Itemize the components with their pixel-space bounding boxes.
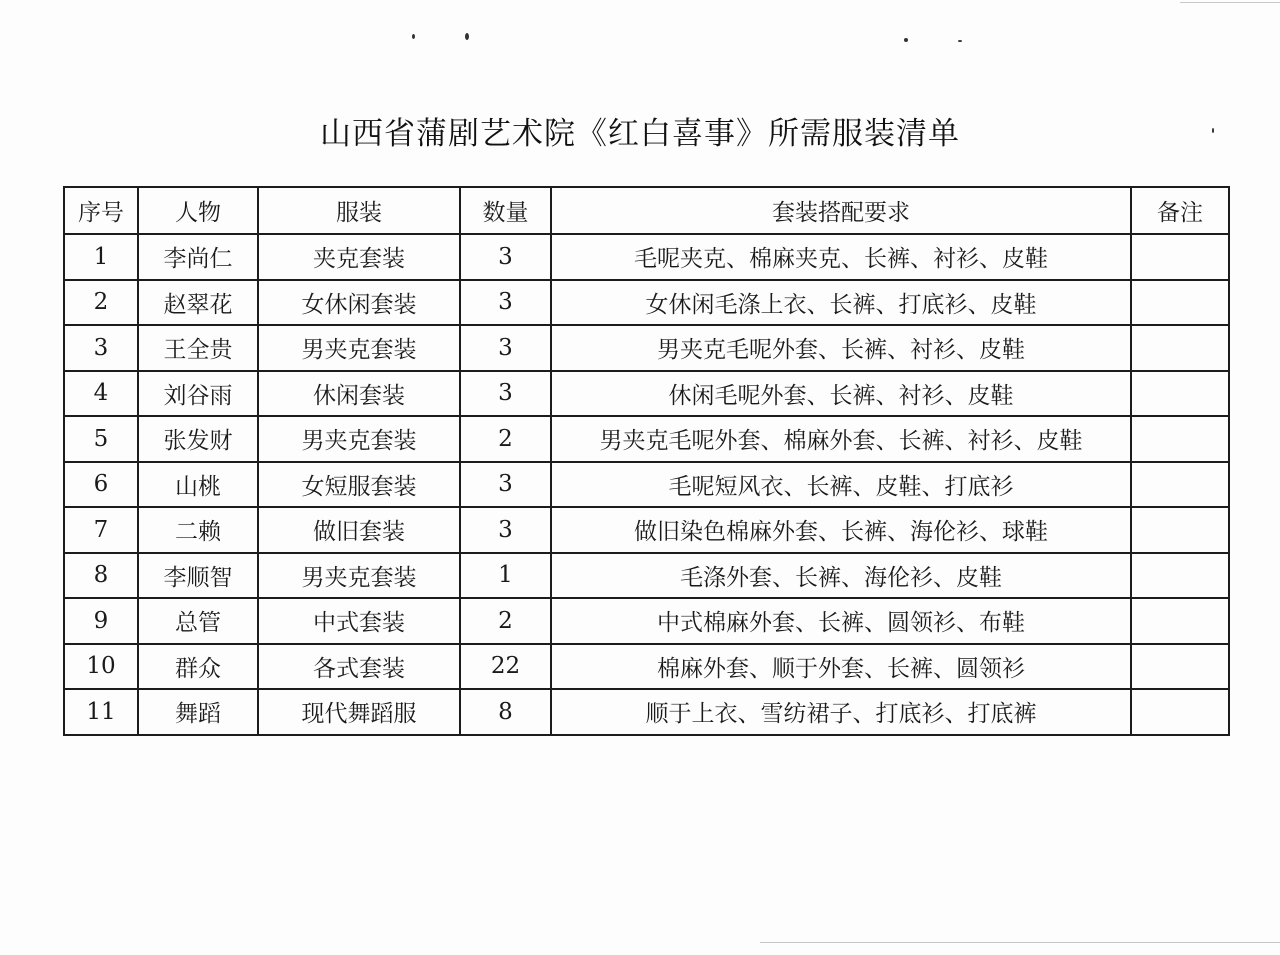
cell-quantity: 1 — [460, 553, 551, 599]
cell-quantity: 22 — [460, 644, 551, 690]
document-title: 山西省蒲剧艺术院《红白喜事》所需服装清单 — [320, 116, 960, 152]
cell-requirements: 顺于上衣、雪纺裙子、打底衫、打底裤 — [551, 689, 1131, 735]
cell-notes — [1131, 507, 1229, 553]
cell-quantity: 3 — [460, 280, 551, 326]
cell-requirements: 男夹克毛呢外套、长裤、衬衫、皮鞋 — [551, 325, 1131, 371]
cell-notes — [1131, 644, 1229, 690]
scan-speck — [412, 34, 415, 39]
cell-quantity: 3 — [460, 462, 551, 508]
cell-costume: 男夹克套装 — [258, 553, 460, 599]
header-requirements: 套装搭配要求 — [551, 187, 1131, 234]
cell-requirements: 棉麻外套、顺于外套、长裤、圆领衫 — [551, 644, 1131, 690]
cell-number: 2 — [64, 280, 138, 326]
cell-role: 二赖 — [138, 507, 258, 553]
table-row — [64, 689, 1229, 735]
table-row — [64, 644, 1229, 690]
cell-number: 7 — [64, 507, 138, 553]
cell-quantity: 3 — [460, 325, 551, 371]
table-row — [64, 234, 1229, 280]
cell-number: 3 — [64, 325, 138, 371]
cell-quantity: 3 — [460, 234, 551, 280]
cell-notes — [1131, 325, 1229, 371]
header-notes: 备注 — [1131, 187, 1229, 234]
table-row — [64, 371, 1229, 417]
cell-quantity: 8 — [460, 689, 551, 735]
scan-speck — [958, 40, 962, 42]
cell-notes — [1131, 234, 1229, 280]
cell-role: 舞蹈 — [138, 689, 258, 735]
cell-costume: 现代舞蹈服 — [258, 689, 460, 735]
cell-role: 王全贵 — [138, 325, 258, 371]
table-row — [64, 598, 1229, 644]
cell-number: 11 — [64, 689, 138, 735]
cell-costume: 做旧套装 — [258, 507, 460, 553]
scan-edge-line — [760, 942, 1280, 943]
cell-role: 李顺智 — [138, 553, 258, 599]
cell-number: 5 — [64, 416, 138, 462]
header-quantity: 数量 — [460, 187, 551, 234]
cell-costume: 男夹克套装 — [258, 325, 460, 371]
cell-role: 群众 — [138, 644, 258, 690]
cell-notes — [1131, 416, 1229, 462]
cell-number: 1 — [64, 234, 138, 280]
cell-costume: 各式套装 — [258, 644, 460, 690]
table-row — [64, 553, 1229, 599]
cell-notes — [1131, 553, 1229, 599]
cell-costume: 休闲套装 — [258, 371, 460, 417]
table-header-row — [64, 187, 1229, 234]
cell-role: 李尚仁 — [138, 234, 258, 280]
cell-costume: 女短服套装 — [258, 462, 460, 508]
cell-costume: 男夹克套装 — [258, 416, 460, 462]
cell-role: 山桃 — [138, 462, 258, 508]
cell-quantity: 2 — [460, 598, 551, 644]
cell-number: 10 — [64, 644, 138, 690]
header-costume: 服装 — [258, 187, 460, 234]
cell-number: 6 — [64, 462, 138, 508]
cell-costume: 女休闲套装 — [258, 280, 460, 326]
cell-requirements: 毛呢短风衣、长裤、皮鞋、打底衫 — [551, 462, 1131, 508]
cell-quantity: 3 — [460, 507, 551, 553]
table-row — [64, 507, 1229, 553]
cell-requirements: 休闲毛呢外套、长裤、衬衫、皮鞋 — [551, 371, 1131, 417]
cell-quantity: 3 — [460, 371, 551, 417]
cell-role: 刘谷雨 — [138, 371, 258, 417]
table-row — [64, 462, 1229, 508]
cell-requirements: 毛呢夹克、棉麻夹克、长裤、衬衫、皮鞋 — [551, 234, 1131, 280]
cell-notes — [1131, 689, 1229, 735]
table-row — [64, 280, 1229, 326]
scan-speck — [465, 33, 469, 40]
cell-role: 赵翠花 — [138, 280, 258, 326]
cell-requirements: 做旧染色棉麻外套、长裤、海伦衫、球鞋 — [551, 507, 1131, 553]
table-row — [64, 325, 1229, 371]
cell-number: 4 — [64, 371, 138, 417]
table-row — [64, 416, 1229, 462]
costume-table — [63, 186, 1230, 736]
cell-requirements: 男夹克毛呢外套、棉麻外套、长裤、衬衫、皮鞋 — [551, 416, 1131, 462]
cell-requirements: 中式棉麻外套、长裤、圆领衫、布鞋 — [551, 598, 1131, 644]
header-number: 序号 — [64, 187, 138, 234]
cell-requirements: 毛涤外套、长裤、海伦衫、皮鞋 — [551, 553, 1131, 599]
cell-notes — [1131, 280, 1229, 326]
cell-notes — [1131, 371, 1229, 417]
cell-costume: 夹克套装 — [258, 234, 460, 280]
scan-speck — [904, 38, 908, 42]
cell-number: 8 — [64, 553, 138, 599]
cell-costume: 中式套装 — [258, 598, 460, 644]
cell-number: 9 — [64, 598, 138, 644]
cell-role: 总管 — [138, 598, 258, 644]
cell-role: 张发财 — [138, 416, 258, 462]
scan-edge-line — [1180, 2, 1280, 3]
cell-quantity: 2 — [460, 416, 551, 462]
cell-notes — [1131, 598, 1229, 644]
cell-requirements: 女休闲毛涤上衣、长裤、打底衫、皮鞋 — [551, 280, 1131, 326]
header-role: 人物 — [138, 187, 258, 234]
cell-notes — [1131, 462, 1229, 508]
